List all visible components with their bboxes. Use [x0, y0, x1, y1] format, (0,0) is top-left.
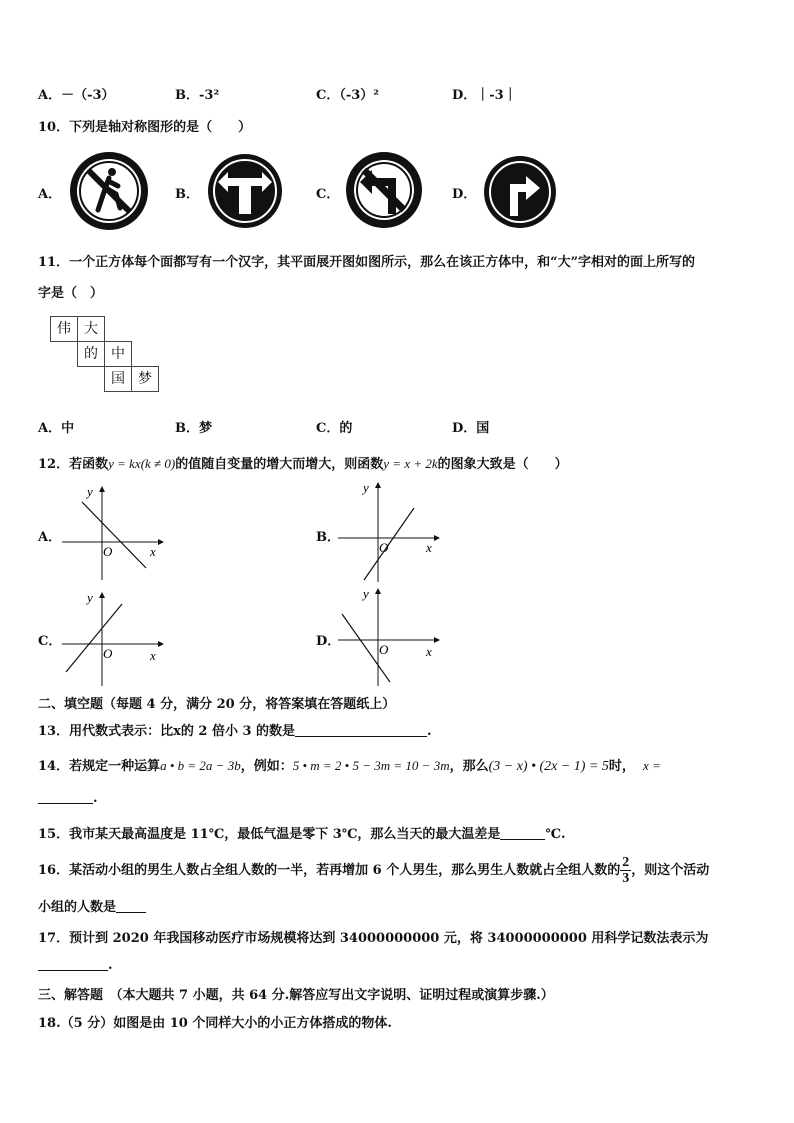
q17-answer-line: [38, 958, 113, 973]
q14: [38, 755, 661, 775]
option-text: 梦: [199, 421, 213, 436]
q16-text-2: 小组的人数是: [38, 900, 117, 915]
q16-line2: [38, 896, 146, 915]
q13-text: 13．用代数式表示：比x的 2 倍小 3 的数是: [38, 724, 296, 739]
origin-label: O: [103, 646, 113, 661]
q14-when: 时，: [608, 759, 635, 774]
y-axis-label: y: [363, 480, 369, 495]
q12-func2: y = x + 2k: [383, 456, 438, 471]
q10-stem: 10．下列是轴对称图形的是（ ）: [38, 120, 252, 135]
q12-prefix: 12．若函数: [38, 457, 109, 472]
q12-letter-a: A．: [38, 530, 62, 545]
q18: 18.（5 分）如图是由 10 个同样大小的小正方体搭成的物体.: [38, 1016, 392, 1031]
q15-text: 15．我市某天最高温度是 11℃，最低气温是零下 3℃，那么当天的最大温差是: [38, 827, 501, 842]
graph-b: [334, 478, 444, 584]
no-pedestrian-sign-icon: [68, 150, 150, 232]
q14-example: 5 • m = 2 • 5 − 3m = 10 − 3m: [292, 758, 450, 773]
q12-letter-b: B．: [316, 530, 340, 545]
option-letter: C．: [316, 88, 340, 103]
q11-option-c: [316, 417, 352, 436]
origin-label: O: [103, 544, 113, 559]
q9-option-b: [175, 84, 219, 103]
net-cell: 中: [104, 341, 132, 367]
fraction-numerator: 2: [622, 855, 630, 870]
net-cell: 大: [77, 316, 105, 342]
q12-condition: (k ≠ 0): [140, 456, 176, 471]
q11-option-a: [38, 417, 74, 436]
q14-example-label: ，例如：: [240, 759, 293, 774]
q11-stem-line2: 字是（ ）: [38, 286, 104, 301]
q12-letter-d: D．: [316, 634, 341, 649]
q14-prefix: 14．若规定一种运算: [38, 759, 161, 774]
q14-then: ，那么: [449, 759, 489, 774]
q14-ask: x =: [642, 758, 661, 773]
q14-end: .: [93, 791, 98, 806]
fraction-denominator: 3: [622, 871, 630, 886]
option-letter: D．: [452, 88, 477, 103]
graph-c: [58, 588, 168, 688]
graph-a: [58, 482, 168, 582]
q11-stem-line1: 11．一个正方体每个面都写有一个汉字，其平面展开图如图所示，那么在该正方体中，和“大”字相对的面上所写的: [38, 255, 696, 270]
fraction-two-thirds: [620, 855, 631, 886]
option-letter: B．: [175, 88, 199, 103]
q14-rule: a • b = 2a − 3b: [160, 758, 241, 773]
x-axis-label: x: [150, 544, 156, 559]
q9-option-c: [316, 84, 379, 103]
left-right-turn-sign-icon: [206, 152, 284, 230]
q10-letter-c: C．: [316, 187, 340, 202]
q9-option-a: [38, 84, 115, 103]
right-turn-sign-icon: [482, 154, 558, 230]
option-text: －（-3）: [61, 88, 115, 103]
option-letter: A．: [38, 88, 62, 103]
net-cell: 的: [77, 341, 105, 367]
q17-answer-blank[interactable]: [38, 958, 108, 971]
option-text: 国: [476, 421, 490, 436]
x-axis-label: x: [150, 648, 156, 663]
graph-d: [334, 584, 444, 688]
option-text: ｜-3｜: [476, 88, 517, 103]
q14-answer-line: [38, 791, 98, 806]
q11-option-d: [452, 417, 489, 436]
q14-equation: (3 − x) • (2x − 1) = 5: [488, 759, 609, 774]
y-axis-label: y: [87, 590, 93, 605]
q10-letter-d: D．: [452, 187, 477, 202]
option-text: （-3）²: [339, 88, 379, 103]
section-2-heading: 二、填空题（每题 4 分，满分 20 分，将答案填在答题纸上）: [38, 697, 396, 712]
no-left-turn-sign-icon: [344, 150, 424, 230]
q10-letter-a: A．: [38, 187, 62, 202]
q17-line1: 17．预计到 2020 年我国移动医疗市场规模将达到 34000000000 元，将 34000000000 用科学记数法表示为: [38, 931, 709, 946]
origin-label: O: [379, 540, 389, 555]
net-cell: 梦: [131, 366, 159, 392]
q13-answer-blank[interactable]: [295, 724, 427, 737]
section-3-heading: 三、解答题 （本大题共 7 小题，共 64 分.解答应写出文字说明、证明过程或演算步骤.）: [38, 988, 554, 1003]
option-letter: A．: [38, 421, 62, 436]
cube-net-figure: [50, 316, 162, 396]
option-text: 的: [339, 421, 353, 436]
option-text: -3²: [199, 88, 220, 103]
option-letter: C．: [316, 421, 340, 436]
y-axis-label: y: [363, 586, 369, 601]
net-cell: 国: [104, 366, 132, 392]
q13: [38, 720, 432, 739]
y-axis-label: y: [87, 484, 93, 499]
x-axis-label: x: [426, 540, 432, 555]
option-text: 中: [61, 421, 75, 436]
q10-letter-b: B．: [175, 187, 199, 202]
q12-func1: y = kx: [108, 456, 141, 471]
q11-option-b: [175, 417, 212, 436]
q15: [38, 823, 566, 842]
option-letter: D．: [452, 421, 477, 436]
q12-mid: 的值随自变量的增大而增大，则函数: [175, 457, 384, 472]
option-letter: B．: [175, 421, 199, 436]
q14-answer-blank[interactable]: [38, 791, 93, 804]
q16-text-end: ，则这个活动: [631, 863, 710, 878]
q16-text: 16．某活动小组的男生人数占全组人数的一半，若再增加 6 个人男生，那么男生人数就占全组人数的: [38, 863, 621, 878]
q13-end: .: [427, 724, 432, 739]
q12-suffix: 的图象大致是（ ）: [437, 457, 568, 472]
x-axis-label: x: [426, 644, 432, 659]
q17-end: .: [108, 958, 113, 973]
q15-answer-blank[interactable]: [500, 827, 545, 840]
q16-line1: [38, 855, 709, 886]
origin-label: O: [379, 642, 389, 657]
q16-answer-blank[interactable]: [116, 900, 146, 913]
q9-option-d: [452, 84, 517, 103]
q15-unit: ℃.: [545, 827, 566, 842]
net-cell: 伟: [50, 316, 78, 342]
q12-stem: [38, 453, 568, 472]
q12-letter-c: C．: [38, 634, 62, 649]
